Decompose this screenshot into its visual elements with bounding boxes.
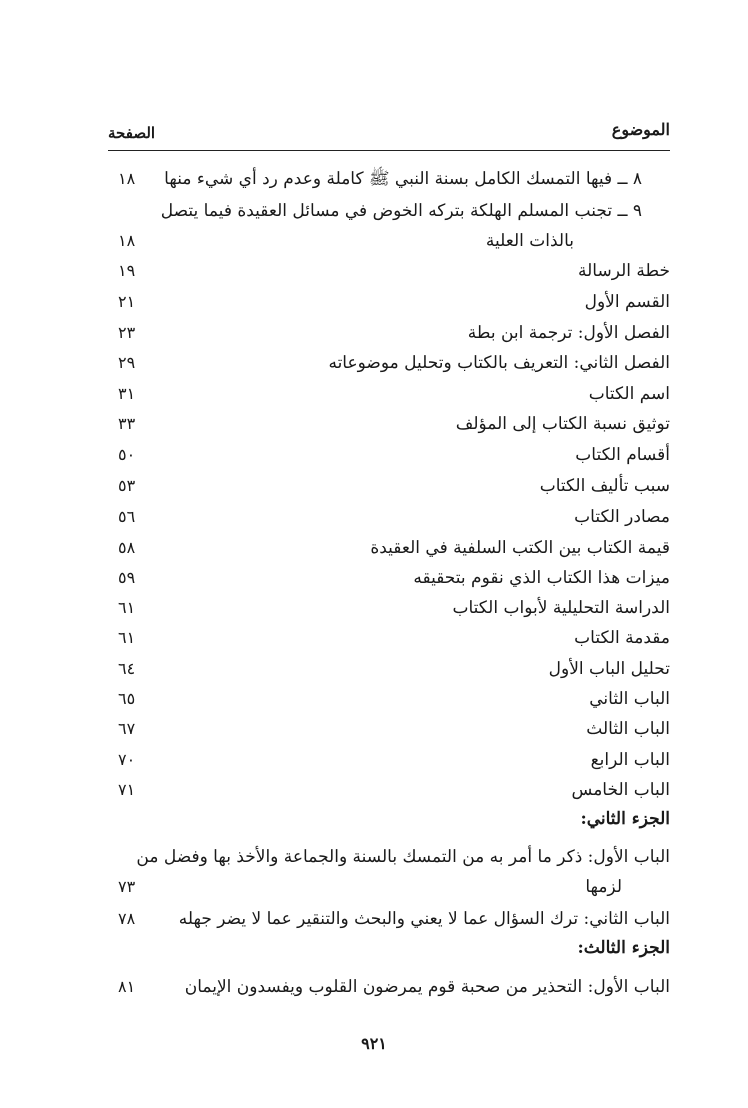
toc-entry-title: الفصل الثاني: التعريف بالكتاب وتحليل موضوعاته	[328, 353, 670, 373]
toc-entry-page: ٦٤	[118, 659, 136, 678]
toc-entry-page: ٦١	[118, 628, 136, 647]
toc-entry-page: ٧٠	[118, 750, 136, 769]
toc-entry-page: ٥٦	[118, 507, 136, 526]
toc-entry-title: خطة الرسالة	[578, 261, 670, 281]
toc-entry-title: الباب الثالث	[586, 719, 670, 739]
toc-entry-title: اسم الكتاب	[588, 384, 670, 404]
toc-entry-page: ٥٠	[118, 445, 136, 464]
toc-entry-title: الفصل الأول: ترجمة ابن بطة	[467, 323, 670, 343]
section-heading-title: الجزء الثاني:	[580, 809, 670, 829]
toc-entry-title: الباب الأول: ذكر ما أمر به من التمسك بالسنة والجماعة والأخذ بها وفضل من	[136, 847, 670, 867]
toc-entry-title: الباب الخامس	[571, 780, 670, 800]
toc-entry-title-continued: بالذات العلية	[485, 231, 574, 251]
toc-entry-title: سبب تأليف الكتاب	[539, 476, 670, 496]
toc-entry-page: ٦١	[118, 598, 136, 617]
toc-entry-page: ٧٨	[118, 909, 136, 928]
toc-entry-title: ميزات هذا الكتاب الذي نقوم بتحقيقه	[413, 568, 670, 588]
toc-entry-title: مصادر الكتاب	[574, 507, 670, 527]
page-column-heading: الصفحة	[108, 124, 156, 142]
toc-entry-title: الباب الرابع	[590, 750, 670, 770]
toc-entry-page: ٢١	[118, 292, 136, 311]
toc-entry-page: ٥٣	[118, 476, 136, 495]
toc-entry-title: ٨ ــ فيها التمسك الكامل بسنة النبي ﷺ كاملة وعدم رد أي شيء منها	[164, 169, 642, 189]
toc-entry-page: ٧٣	[118, 877, 136, 896]
toc-entry-page: ٣٣	[118, 414, 136, 433]
page-number: ٩٢١	[361, 1034, 387, 1053]
toc-entry-title: توثيق نسبة الكتاب إلى المؤلف	[455, 414, 670, 434]
toc-entry-title: تحليل الباب الأول	[548, 659, 670, 679]
toc-entry-page: ٧١	[118, 780, 136, 799]
toc-entry-title-continued: لزمها	[585, 877, 622, 897]
toc-entry-title: ٩ ــ تجنب المسلم الهلكة بتركه الخوض في مسائل العقيدة فيما يتصل	[160, 201, 642, 221]
toc-entry-page: ٦٧	[118, 719, 136, 738]
toc-header	[108, 116, 670, 146]
toc-entry-page: ٢٣	[118, 323, 136, 342]
toc-entry-page: ٥٩	[118, 568, 136, 587]
toc-entry-title: الدراسة التحليلية لأبواب الكتاب	[452, 598, 670, 618]
toc-entry-page: ٢٩	[118, 353, 136, 372]
toc-entry-title: قيمة الكتاب بين الكتب السلفية في العقيدة	[370, 538, 670, 558]
toc-entry-title: أقسام الكتاب	[575, 445, 670, 465]
toc-entry-title: الباب الثاني	[589, 689, 670, 709]
toc-entry-title: القسم الأول	[584, 292, 670, 312]
toc-entry-page: ٥٨	[118, 538, 136, 557]
toc-entry-title: الباب الثاني: ترك السؤال عما لا يعني والبحث والتنقير عما لا يضر جهله	[178, 909, 670, 929]
toc-entry-page: ١٨	[118, 231, 136, 250]
subject-column-heading: الموضوع	[611, 120, 670, 139]
section-heading-title: الجزء الثالث:	[577, 938, 670, 958]
toc-entry-page: ٦٥	[118, 689, 136, 708]
toc-entry-title: مقدمة الكتاب	[574, 628, 670, 648]
toc-entry-title: الباب الأول: التحذير من صحبة قوم يمرضون القلوب ويفسدون الإيمان	[184, 977, 670, 997]
toc-entry-page: ١٨	[118, 169, 136, 188]
toc-entry-page: ٣١	[118, 384, 136, 403]
header-divider	[108, 150, 670, 151]
toc-entry-page: ٨١	[118, 977, 136, 996]
toc-entry-page: ١٩	[118, 261, 136, 280]
